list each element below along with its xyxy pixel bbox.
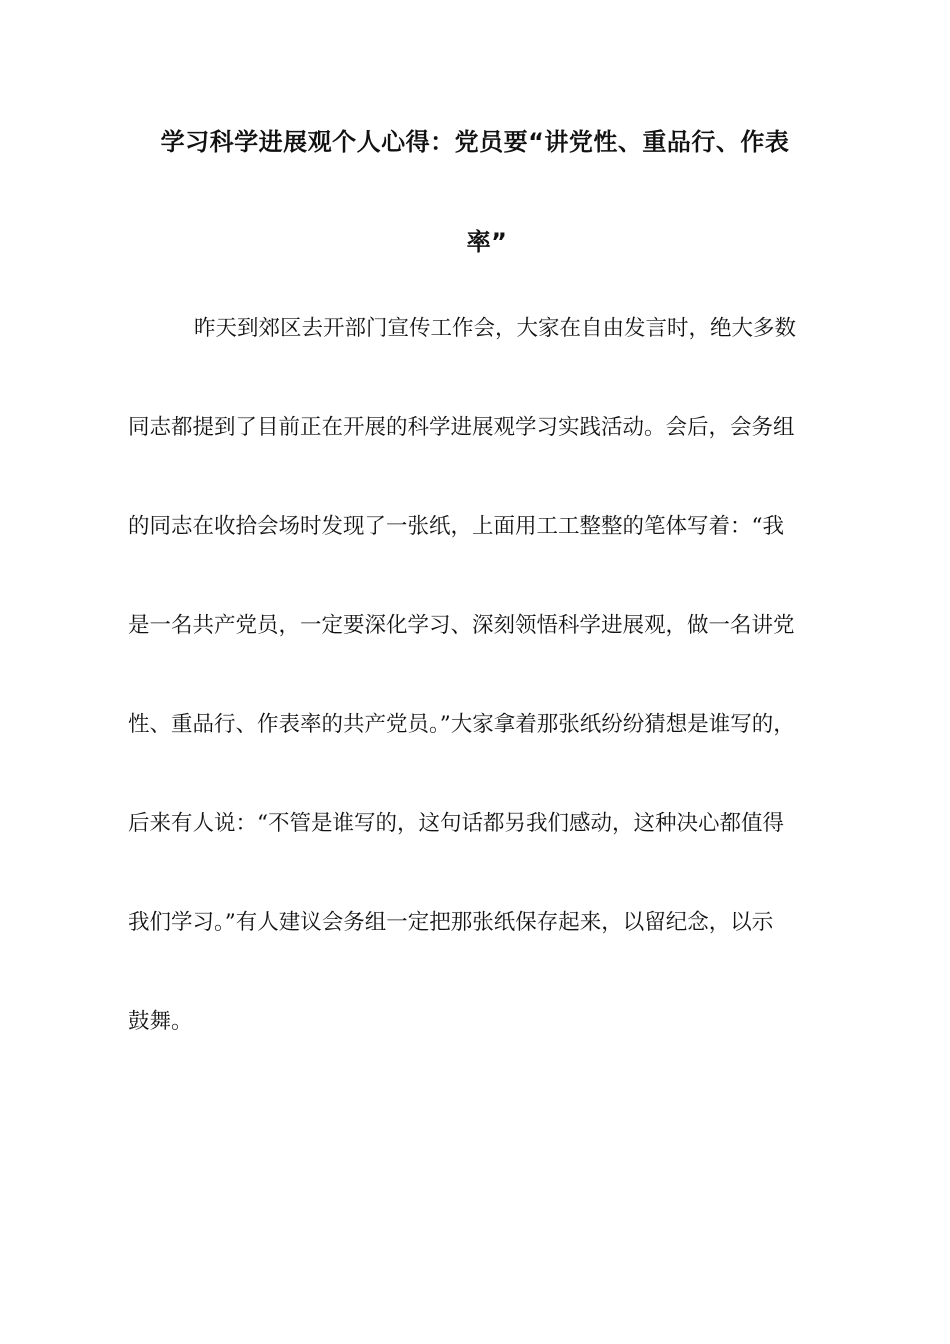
- paragraph-line-1: 昨天到郊区去开部门宣传工作会，大家在自由发言时，绝大多数: [194, 316, 797, 341]
- paragraph-line-6: 后来有人说：“不管是谁写的，这句话都另我们感动，这种决心都值得: [128, 811, 784, 836]
- paragraph-line-7: 我们学习。”有人建议会务组一定把那张纸保存起来，以留纪念，以示: [128, 910, 774, 935]
- paragraph-line-2: 同志都提到了目前正在开展的科学进展观学习实践活动。会后，会务组: [128, 415, 795, 440]
- document-title-line-1: 学习科学进展观个人心得：党员要“讲党性、重品行、作表: [160, 128, 790, 156]
- paragraph-line-5: 性、重品行、作表率的共产党员。”大家拿着那张纸纷纷猜想是谁写的，: [128, 712, 795, 737]
- paragraph-line-3: 的同志在收拾会场时发现了一张纸，上面用工工整整的笔体写着：“我: [128, 514, 784, 539]
- paragraph-line-4: 是一名共产党员，一定要深化学习、深刻领悟科学进展观，做一名讲党: [128, 613, 795, 638]
- paragraph-line-8: 鼓舞。: [128, 1009, 193, 1034]
- document-title-line-2: 率”: [466, 228, 508, 256]
